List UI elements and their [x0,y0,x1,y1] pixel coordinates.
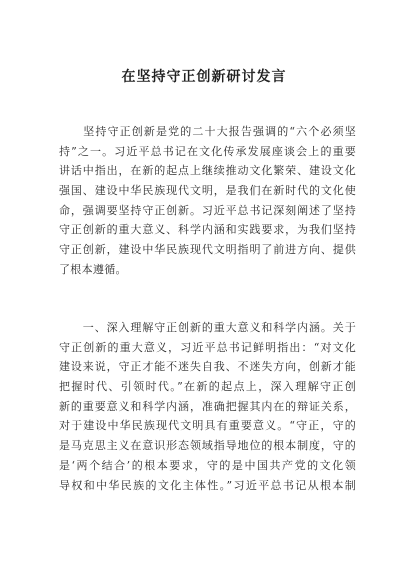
paragraph-line: 守正创新的重大意义，习近平总书记鲜明指出：“对文化 [59,340,356,354]
paragraph-intro [59,122,356,280]
paragraph-line: 是‘两个结合’的根本要求，守的是中国共产党的文化领 [59,458,356,472]
paragraph-line: 强国、建设中华民族现代文明，是我们在新时代的文化使 [59,184,356,198]
paragraph-line: 一、深入理解守正创新的重大意义和科学内涵。关于 [59,321,356,334]
paragraph-line: 是马克思主义在意识形态领域指导地位的根本制度，守的 [59,439,356,453]
paragraph-line: 新的重要意义和科学内涵，准确把握其内在的辩证关系， [59,399,356,413]
paragraph-line: 建设来说，守正才能不迷失自我、不迷失方向，创新才能 [59,360,356,374]
paragraph-line: 持”之一。习近平总书记在文化传承发展座谈会上的重要 [59,144,356,158]
paragraph-line: 对于建设中华民族现代文明具有重要意义。“守正，守的 [59,419,356,433]
paragraph-line: 坚持守正创新是党的二十大报告强调的“六个必须坚 [59,125,356,138]
paragraph-line: 导权和中华民族的文化主体性。”习近平总书记从根本制 [59,478,356,492]
paragraph-line: 命，强调要坚持守正创新。习近平总书记深刻阐述了坚持 [59,203,356,217]
paragraph-line: 把握时代、引领时代。”在新的起点上，深入理解守正创 [59,380,356,394]
paragraph-line: 守正创新，建设中华民族现代文明指明了前进方向、提供 [59,243,356,257]
paragraph-line: 讲话中指出，在新的起点上继续推动文化繁荣、建设文化 [59,164,356,178]
paragraph-line: 守正创新的重大意义、科学内涵和实践要求，为我们坚持 [59,223,356,237]
paragraph-line: 了根本遵循。 [59,262,127,276]
paragraph-section-one [59,318,356,495]
document-title: 在坚持守正创新研讨发言 [121,69,287,85]
